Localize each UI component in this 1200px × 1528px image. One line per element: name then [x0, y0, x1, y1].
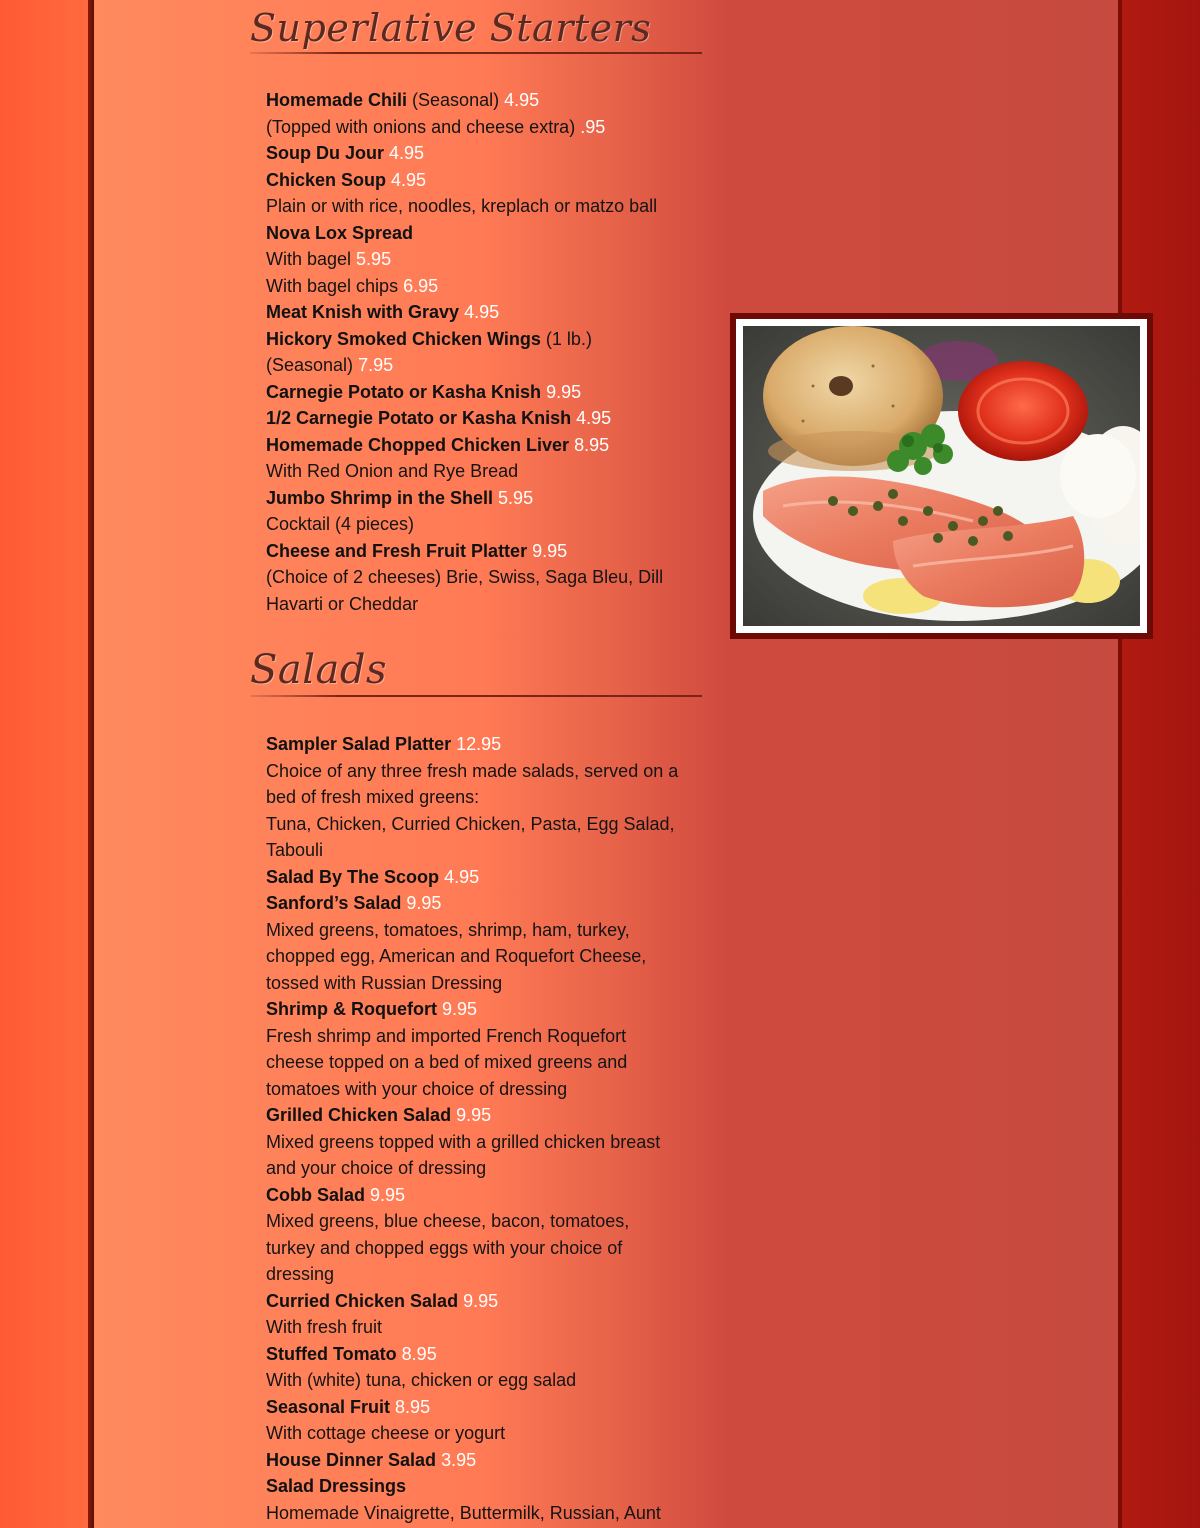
item-price: 9.95: [442, 999, 478, 1019]
item-price: .95: [580, 116, 606, 137]
bagel-lox-platter-photo-icon: [743, 326, 1140, 626]
item-price: 7.95: [358, 355, 394, 375]
menu-line: [266, 538, 706, 565]
item-description: (Seasonal): [266, 355, 359, 375]
item-description: Mixed greens, tomatoes, shrimp, ham, turkey,: [266, 919, 630, 940]
menu-line: [266, 1208, 706, 1235]
menu-line: [266, 220, 706, 247]
menu-line: [266, 1473, 706, 1500]
item-price: 4.95: [391, 169, 427, 190]
menu-line: [266, 352, 706, 379]
item-name: Jumbo Shrimp in the Shell: [266, 487, 494, 508]
menu-line: [266, 943, 706, 970]
menu-line: [266, 1023, 706, 1050]
menu-line: [266, 1314, 706, 1341]
item-description: With Red Onion and Rye Bread: [266, 461, 519, 481]
item-note: (1 lb.): [540, 328, 592, 349]
item-note: (Seasonal): [407, 90, 505, 110]
menu-line: [266, 246, 706, 273]
menu-line: [266, 326, 706, 353]
food-photo-frame: [730, 313, 1153, 639]
left-background-band: [0, 0, 88, 1528]
menu-line: [266, 1341, 706, 1368]
menu-line: [266, 379, 706, 406]
item-description: Havarti or Cheddar: [266, 593, 419, 614]
item-name: Cobb Salad: [266, 1184, 366, 1205]
item-price: 4.95: [464, 302, 500, 322]
menu-line: [266, 837, 706, 864]
item-description: cheese topped on a bed of mixed greens and: [266, 1052, 628, 1072]
menu-line: [266, 564, 706, 591]
item-description: With bagel chips: [266, 275, 404, 296]
item-name: Curried Chicken Salad: [266, 1290, 459, 1311]
item-name: Carnegie Potato or Kasha Knish: [266, 381, 542, 402]
item-name: Stuffed Tomato: [266, 1343, 397, 1364]
menu-line: [266, 299, 706, 326]
item-price: 9.95: [406, 893, 442, 913]
item-price: 12.95: [456, 734, 502, 754]
item-price: 5.95: [498, 487, 534, 508]
menu-line: [266, 405, 706, 432]
item-description: turkey and chopped eggs with your choice of: [266, 1237, 623, 1258]
item-description: Tabouli: [266, 840, 324, 860]
item-price: 8.95: [401, 1343, 437, 1364]
item-price: 5.95: [356, 249, 392, 269]
item-price: 4.95: [444, 866, 480, 887]
item-description: (Topped with onions and cheese extra): [266, 116, 581, 137]
item-description: Mixed greens, blue cheese, bacon, tomatoes,: [266, 1211, 630, 1231]
item-description: tossed with Russian Dressing: [266, 972, 503, 993]
item-price: 4.95: [504, 90, 540, 110]
menu-line: [266, 864, 706, 891]
item-name: Salad Dressings: [266, 1476, 407, 1496]
item-price: 9.95: [532, 540, 568, 561]
item-name: Shrimp & Roquefort: [266, 999, 437, 1019]
item-name: 1/2 Carnegie Potato or Kasha Knish: [266, 408, 572, 428]
menu-line: [266, 811, 706, 838]
item-price: 6.95: [403, 275, 439, 296]
item-description: With fresh fruit: [266, 1317, 383, 1337]
item-description: tomatoes with your choice of dressing: [266, 1078, 568, 1099]
item-description: Mixed greens topped with a grilled chicken breast: [266, 1131, 661, 1152]
item-name: Homemade Chili: [266, 90, 408, 110]
menu-line: [266, 1288, 706, 1315]
item-name: Salad By The Scoop: [266, 866, 440, 887]
item-price: 4.95: [389, 143, 425, 163]
salads-list: [266, 731, 706, 1526]
item-description: With (white) tuna, chicken or egg salad: [266, 1370, 577, 1390]
menu-line: [266, 87, 706, 114]
menu-line: [266, 1500, 706, 1527]
item-description: Cocktail (4 pieces): [266, 514, 415, 534]
item-name: Homemade Chopped Chicken Liver: [266, 434, 570, 455]
menu-line: [266, 591, 706, 618]
item-price: 9.95: [456, 1105, 492, 1125]
menu-line: [266, 1102, 706, 1129]
item-description: (Choice of 2 cheeses) Brie, Swiss, Saga Bleu, Dill: [266, 567, 664, 587]
menu-line: [266, 485, 706, 512]
menu-line: [266, 1367, 706, 1394]
item-price: 9.95: [546, 381, 582, 402]
menu-line: [266, 1261, 706, 1288]
item-name: Sanford’s Salad: [266, 893, 402, 913]
menu-line: [266, 917, 706, 944]
item-name: House Dinner Salad: [266, 1449, 437, 1470]
item-description: Fresh shrimp and imported French Roquefort: [266, 1025, 627, 1046]
item-price: 9.95: [463, 1290, 499, 1311]
item-description: With cottage cheese or yogurt: [266, 1423, 506, 1443]
item-price: 8.95: [395, 1396, 431, 1417]
item-name: Hickory Smoked Chicken Wings: [266, 328, 541, 349]
item-description: bed of fresh mixed greens:: [266, 787, 480, 807]
item-name: Cheese and Fresh Fruit Platter: [266, 540, 528, 561]
menu-line: [266, 432, 706, 459]
item-description: chopped egg, American and Roquefort Cheese,: [266, 946, 647, 966]
menu-line: [266, 1129, 706, 1156]
menu-line: [266, 1076, 706, 1103]
item-name: Meat Knish with Gravy: [266, 302, 460, 322]
item-price: 3.95: [441, 1449, 477, 1470]
item-description: With bagel: [266, 249, 357, 269]
menu-line: [266, 1447, 706, 1474]
item-name: Sampler Salad Platter: [266, 734, 452, 754]
starters-divider: [250, 52, 702, 54]
menu-line: [266, 1235, 706, 1262]
menu-line: [266, 996, 706, 1023]
menu-line: [266, 758, 706, 785]
item-name: Nova Lox Spread: [266, 222, 414, 243]
menu-line: [266, 890, 706, 917]
menu-line: [266, 511, 706, 538]
menu-line: [266, 731, 706, 758]
item-description: Homemade Vinaigrette, Buttermilk, Russian, Aunt: [266, 1502, 661, 1523]
right-background-band: [1122, 0, 1200, 1528]
menu-line: [266, 1394, 706, 1421]
menu-line: [266, 1420, 706, 1447]
item-name: Grilled Chicken Salad: [266, 1105, 452, 1125]
menu-line: [266, 140, 706, 167]
menu-line: [266, 167, 706, 194]
starters-title: Superlative Starters: [250, 6, 652, 50]
item-description: Tuna, Chicken, Curried Chicken, Pasta, Egg Salad,: [266, 813, 675, 834]
item-name: Soup Du Jour: [266, 143, 384, 163]
item-name: Chicken Soup: [266, 169, 387, 190]
menu-line: [266, 193, 706, 220]
item-price: 8.95: [574, 434, 610, 455]
menu-line: [266, 114, 706, 141]
menu-line: [266, 1182, 706, 1209]
starters-heading: [250, 4, 702, 54]
item-description: dressing: [266, 1264, 335, 1284]
item-price: 4.95: [576, 408, 612, 428]
menu-line: [266, 273, 706, 300]
menu-line: [266, 970, 706, 997]
menu-line: [266, 458, 706, 485]
menu-line: [266, 1049, 706, 1076]
item-description: Choice of any three fresh made salads, served on a: [266, 760, 679, 781]
item-price: 9.95: [370, 1184, 406, 1205]
salads-title: Salads: [250, 647, 388, 693]
salads-divider: [250, 695, 702, 697]
item-name: Seasonal Fruit: [266, 1396, 391, 1417]
starters-list: [266, 87, 706, 617]
item-description: Plain or with rice, noodles, kreplach or matzo ball: [266, 196, 658, 216]
item-description: and your choice of dressing: [266, 1158, 487, 1178]
food-photo: [736, 319, 1147, 633]
menu-line: [266, 1155, 706, 1182]
menu-line: [266, 784, 706, 811]
salads-heading: [250, 645, 702, 697]
